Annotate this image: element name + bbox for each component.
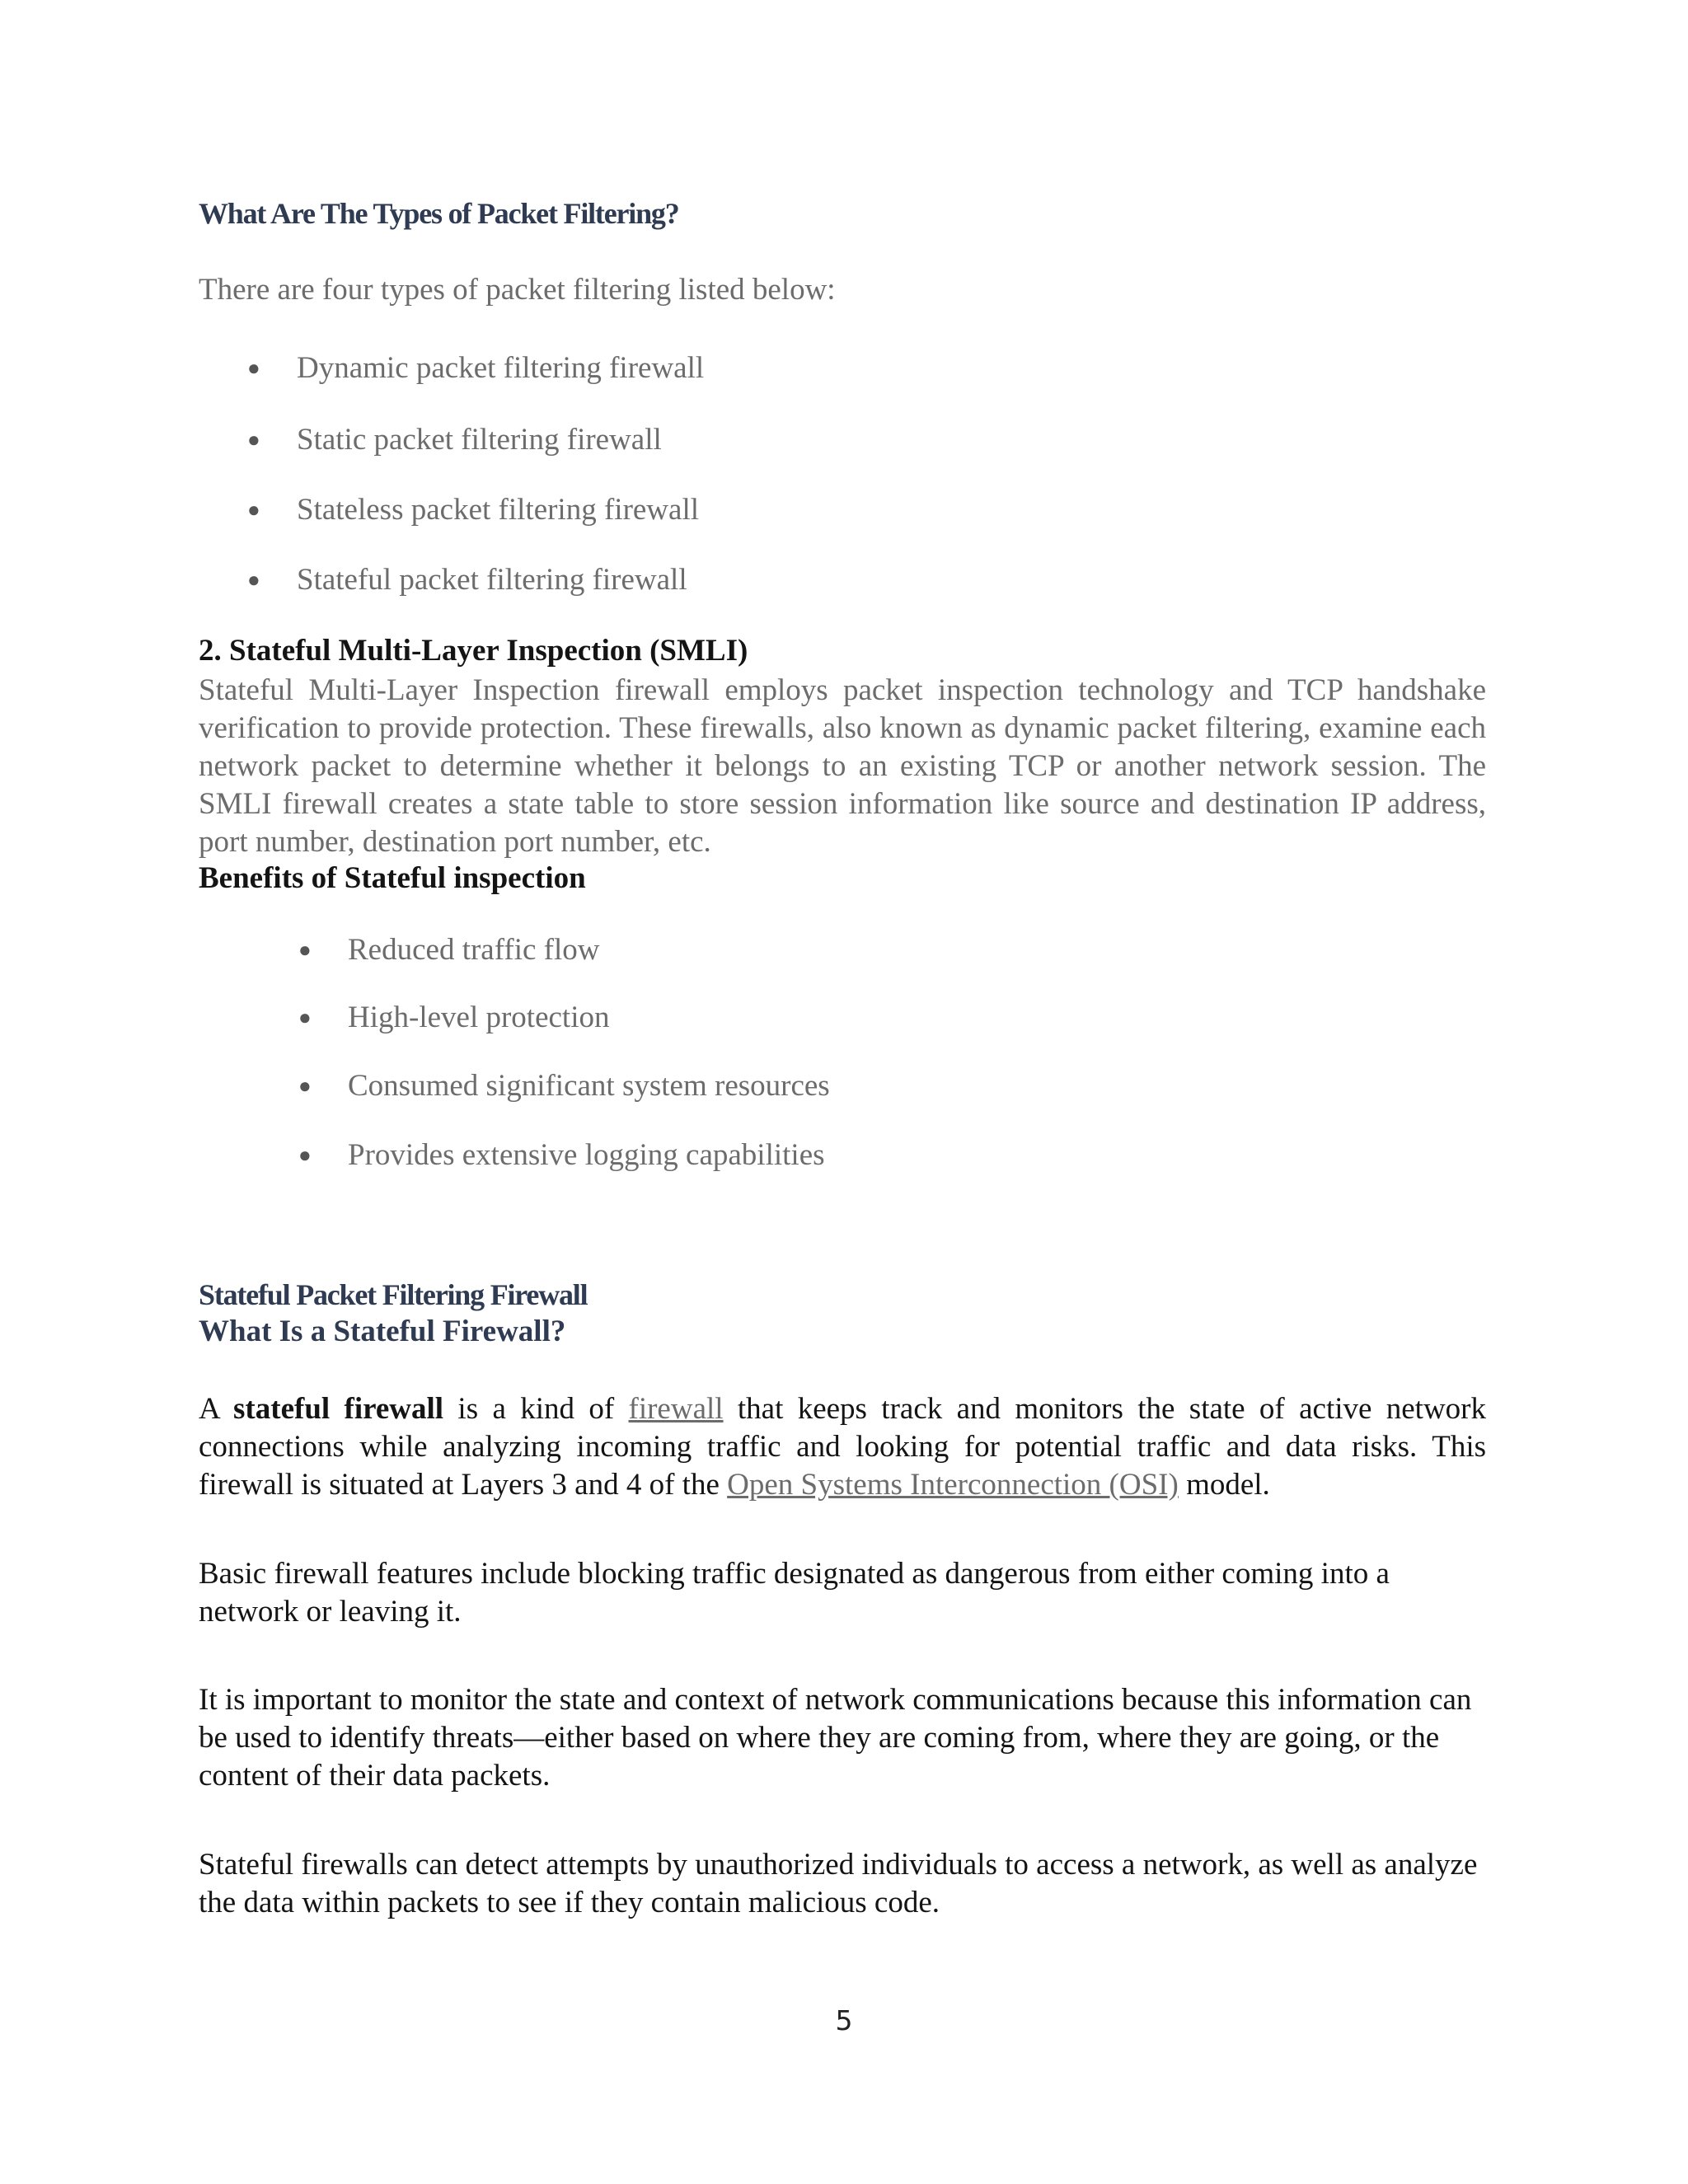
bold-term: stateful firewall <box>233 1392 444 1426</box>
paragraph-definition: A stateful firewall is a kind of firewall that keeps track and monitors the state of active network connections while analyzing incoming traffic and looking for potential traffic and data risks. This firewall is situated at Layers 3 and 4 of the Open Systems Interconnection (OSI) model. <box>199 1392 1487 1502</box>
subheading-what-is-stateful-firewall: What Is a Stateful Firewall? <box>199 1315 566 1348</box>
section-heading-packet-filtering-types: What Are The Types of Packet Filtering? <box>199 197 679 230</box>
list-item: ● Stateless packet filtering firewall <box>297 490 699 531</box>
list-item: ● High-level protection <box>348 997 609 1038</box>
page-number: 5 <box>835 2004 853 2036</box>
paragraph-monitoring: It is important to monitor the state and context of network communications because this information can be used to identify threats—either based on where they are coming from, where they are going, or the content of their data packets. <box>199 1683 1472 1793</box>
section-heading-smli: 2. Stateful Multi-Layer Inspection (SMLI) <box>199 634 748 668</box>
bullet-icon: ● <box>247 568 260 592</box>
paragraph-detection: Stateful firewalls can detect attempts by unauthorized individuals to access a network, as well as analyze the data within packets to see if they contain malicious code. <box>199 1848 1478 1919</box>
firewall-link[interactable]: firewall <box>628 1392 724 1426</box>
list-item: ● Stateful packet filtering firewall <box>297 560 687 601</box>
section-heading-stateful-firewall: Stateful Packet Filtering Firewall <box>199 1278 588 1311</box>
bullet-icon: ● <box>247 498 260 522</box>
list-item: ● Dynamic packet filtering firewall <box>297 348 704 389</box>
list-item: ● Provides extensive logging capabilities <box>348 1135 825 1176</box>
benefits-heading: Benefits of Stateful inspection <box>199 861 586 895</box>
bullet-icon: ● <box>298 1143 312 1167</box>
intro-text: There are four types of packet filtering listed below: <box>199 273 836 307</box>
list-item: ● Static packet filtering firewall <box>297 419 662 461</box>
bullet-icon: ● <box>247 356 260 380</box>
paragraph-basic-features: Basic firewall features include blocking traffic designated as dangerous from either coming into a network or leaving it. <box>199 1557 1390 1629</box>
list-item: ● Consumed significant system resources <box>348 1066 830 1107</box>
bullet-icon: ● <box>247 428 260 452</box>
bullet-icon: ● <box>298 1074 312 1098</box>
smli-paragraph: Stateful Multi-Layer Inspection firewall employs packet inspection technology and TCP handshake verification to provide protection. These firewalls, also known as dynamic packet filtering, examine each network packet to determine whether it belongs to an existing TCP or another network session. The SMLI firewall creates a state table to store session information like source and destination IP address, port number, destination port number, etc. <box>199 673 1486 859</box>
osi-model-link[interactable]: Open Systems Interconnection (OSI) <box>727 1468 1179 1502</box>
bullet-icon: ● <box>298 1005 312 1029</box>
bullet-icon: ● <box>298 938 312 962</box>
list-item: ● Reduced traffic flow <box>348 930 599 971</box>
